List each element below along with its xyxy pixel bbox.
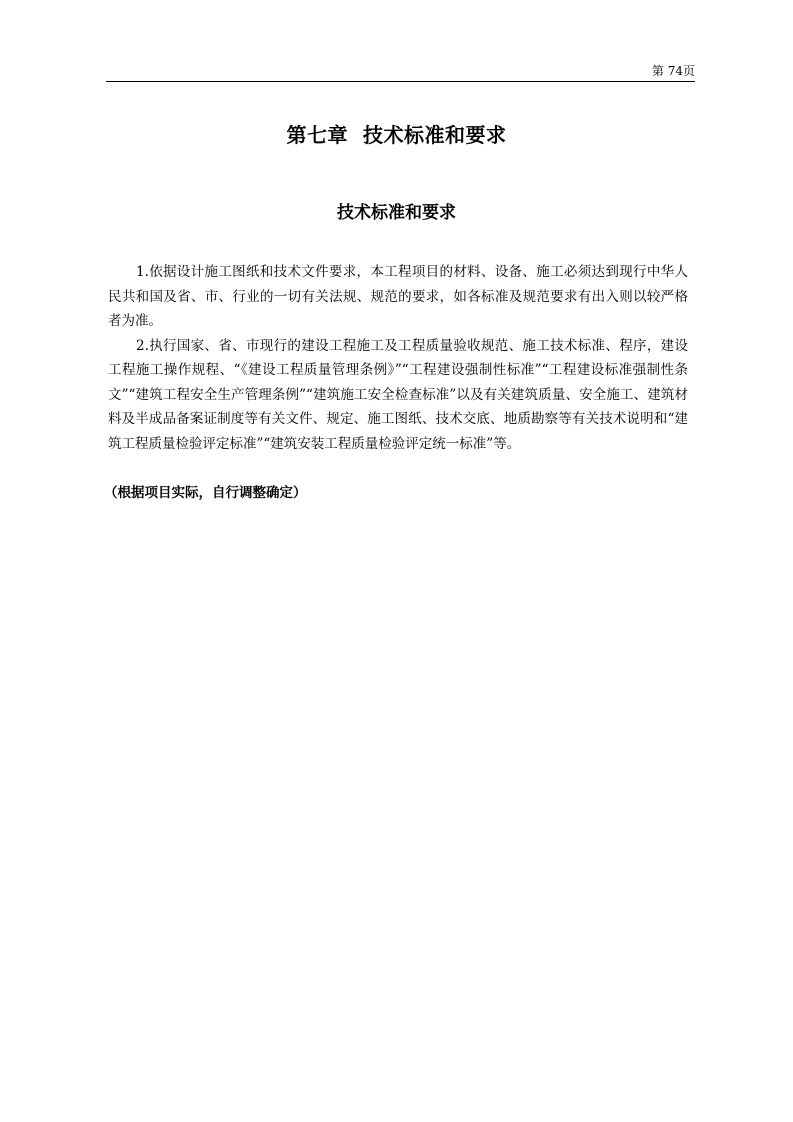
paragraph-1: 1.依据设计施工图纸和技术文件要求，本工程项目的材料、设备、施工必须达到现行中华人民共和国及省、市、行业的一切有关法规、规范的要求，如各标准及规范要求有出入则以较严格者为准。 [108,264,688,329]
page-number: 第 74页 [651,64,695,78]
paragraph-2: 2.执行国家、省、市现行的建设工程施工及工程质量验收规范、施工技术标准、程序，建设工程施工操作规程、“《建设工程质量管理条例》”“工程建设强制性标准”“工程建设标准强制性条文”“建筑工程安全生产管理条例”“建筑施工安全检查标准”以及有关建筑质量、安全施工、建筑材料及半成品备案证制度等有关文件、规定、施工图纸、技术交底、地质勘察等有关技术说明和“建筑工程质量检验评定标准”“建筑安装工程质量检验评定统一标准”等。 [108,337,688,452]
header-rule [106,81,695,82]
page-header [106,62,695,82]
chapter-title: 第七章 技术标准和要求 [286,123,507,147]
adjustment-note: （根据项目实际，自行调整确定） [104,485,307,501]
body-text [108,260,688,456]
section-title: 技术标准和要求 [337,203,456,223]
